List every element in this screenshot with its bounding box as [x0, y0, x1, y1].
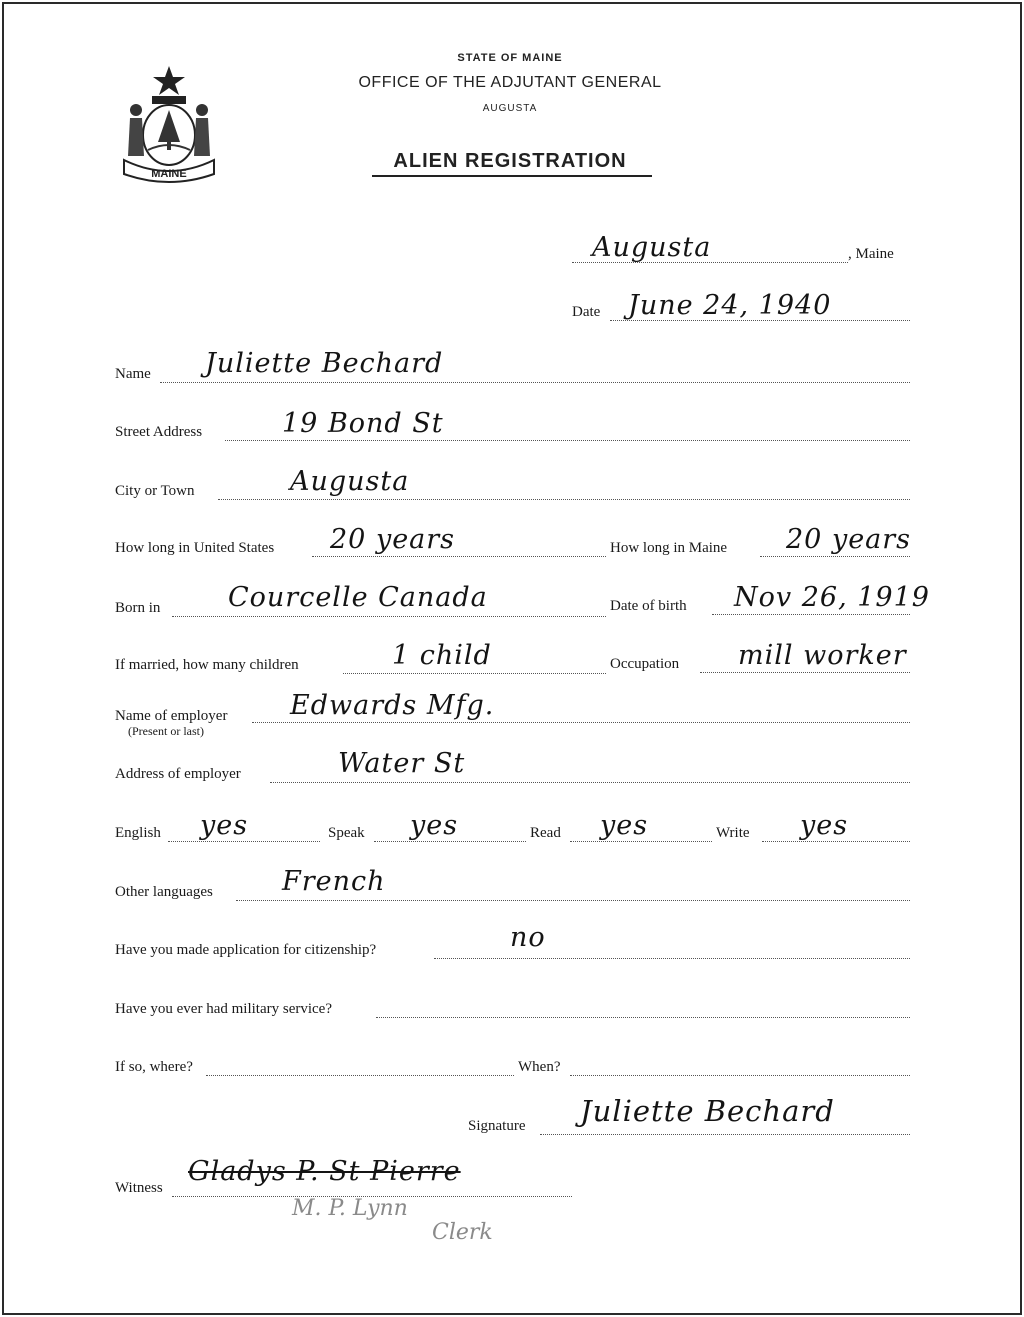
signature-label: Signature [468, 1118, 526, 1134]
signature-value: Juliette Bechard [580, 1094, 835, 1128]
born-label: Born in [115, 600, 161, 616]
witness-label: Witness [115, 1180, 163, 1196]
maine-years-label: How long in Maine [610, 540, 728, 556]
maine-years-value: 20 years [786, 524, 912, 555]
header-city: AUGUSTA [482, 103, 538, 114]
employer-label: Name of employer [115, 708, 228, 724]
name-label: Name [115, 366, 151, 382]
citizenship-line [434, 958, 910, 959]
page-title: ALIEN REGISTRATION [393, 150, 627, 172]
maine-years-line [760, 556, 910, 557]
speak-line [374, 841, 526, 842]
employer-line [252, 722, 910, 723]
born-value: Courcelle Canada [228, 582, 488, 613]
military-line [376, 1017, 910, 1018]
speak-label: Speak [328, 825, 365, 841]
where-line [206, 1075, 514, 1076]
citizenship-value: no [510, 922, 546, 953]
employer-note: (Present or last) [128, 724, 204, 738]
citizenship-label: Have you made application for citizenship? [115, 942, 377, 958]
date-value: June 24, 1940 [628, 290, 832, 321]
read-label: Read [530, 825, 561, 841]
military-label: Have you ever had military service? [115, 1001, 332, 1017]
witness-value: Gladys P. St Pierre [188, 1156, 461, 1187]
name-value: Juliette Bechard [205, 348, 444, 379]
where-label: If so, where? [115, 1059, 193, 1075]
us-years-value: 20 years [330, 524, 456, 555]
speak-value: yes [410, 810, 459, 841]
other-languages-label: Other languages [115, 884, 213, 900]
street-line [225, 440, 910, 441]
clerk-title: Clerk [432, 1220, 493, 1245]
when-label: When? [518, 1059, 561, 1075]
other-languages-line [236, 900, 910, 901]
occupation-line [700, 672, 910, 673]
state-suffix: , Maine [848, 246, 894, 262]
street-label: Street Address [115, 424, 203, 440]
city-line [218, 499, 910, 500]
employer-address-value: Water St [338, 748, 466, 779]
when-line [570, 1075, 910, 1076]
clerk-name: M. P. Lynn [292, 1196, 408, 1221]
seal-text: MAINE [151, 168, 187, 180]
dob-label: Date of birth [610, 598, 687, 614]
street-value: 19 Bond St [282, 408, 444, 439]
write-line [762, 841, 910, 842]
employer-address-label: Address of employer [115, 766, 241, 782]
maine-state-seal-icon [114, 60, 224, 190]
write-value: yes [800, 810, 849, 841]
place-value: Augusta [592, 232, 712, 263]
write-label: Write [716, 825, 750, 841]
city-label: City or Town [115, 483, 195, 499]
occupation-label: Occupation [610, 656, 680, 672]
english-label: English [115, 825, 161, 841]
dob-line [712, 614, 910, 615]
children-value: 1 child [392, 640, 492, 671]
date-label: Date [572, 304, 601, 320]
signature-line [540, 1134, 910, 1135]
occupation-value: mill worker [738, 640, 907, 671]
city-value: Augusta [290, 466, 410, 497]
header-state: STATE OF MAINE [457, 52, 563, 64]
title-underline [372, 175, 652, 177]
employer-address-line [270, 782, 910, 783]
read-value: yes [600, 810, 649, 841]
name-line [160, 382, 910, 383]
read-line [570, 841, 712, 842]
born-line [172, 616, 606, 617]
english-value: yes [200, 810, 249, 841]
children-label: If married, how many children [115, 657, 299, 673]
other-languages-value: French [282, 866, 386, 897]
dob-value: Nov 26, 1919 [734, 582, 930, 613]
us-years-line [312, 556, 606, 557]
children-line [343, 673, 606, 674]
employer-value: Edwards Mfg. [290, 690, 495, 721]
header-office: OFFICE OF THE ADJUTANT GENERAL [358, 74, 662, 91]
english-line [168, 841, 320, 842]
us-years-label: How long in United States [115, 540, 275, 556]
